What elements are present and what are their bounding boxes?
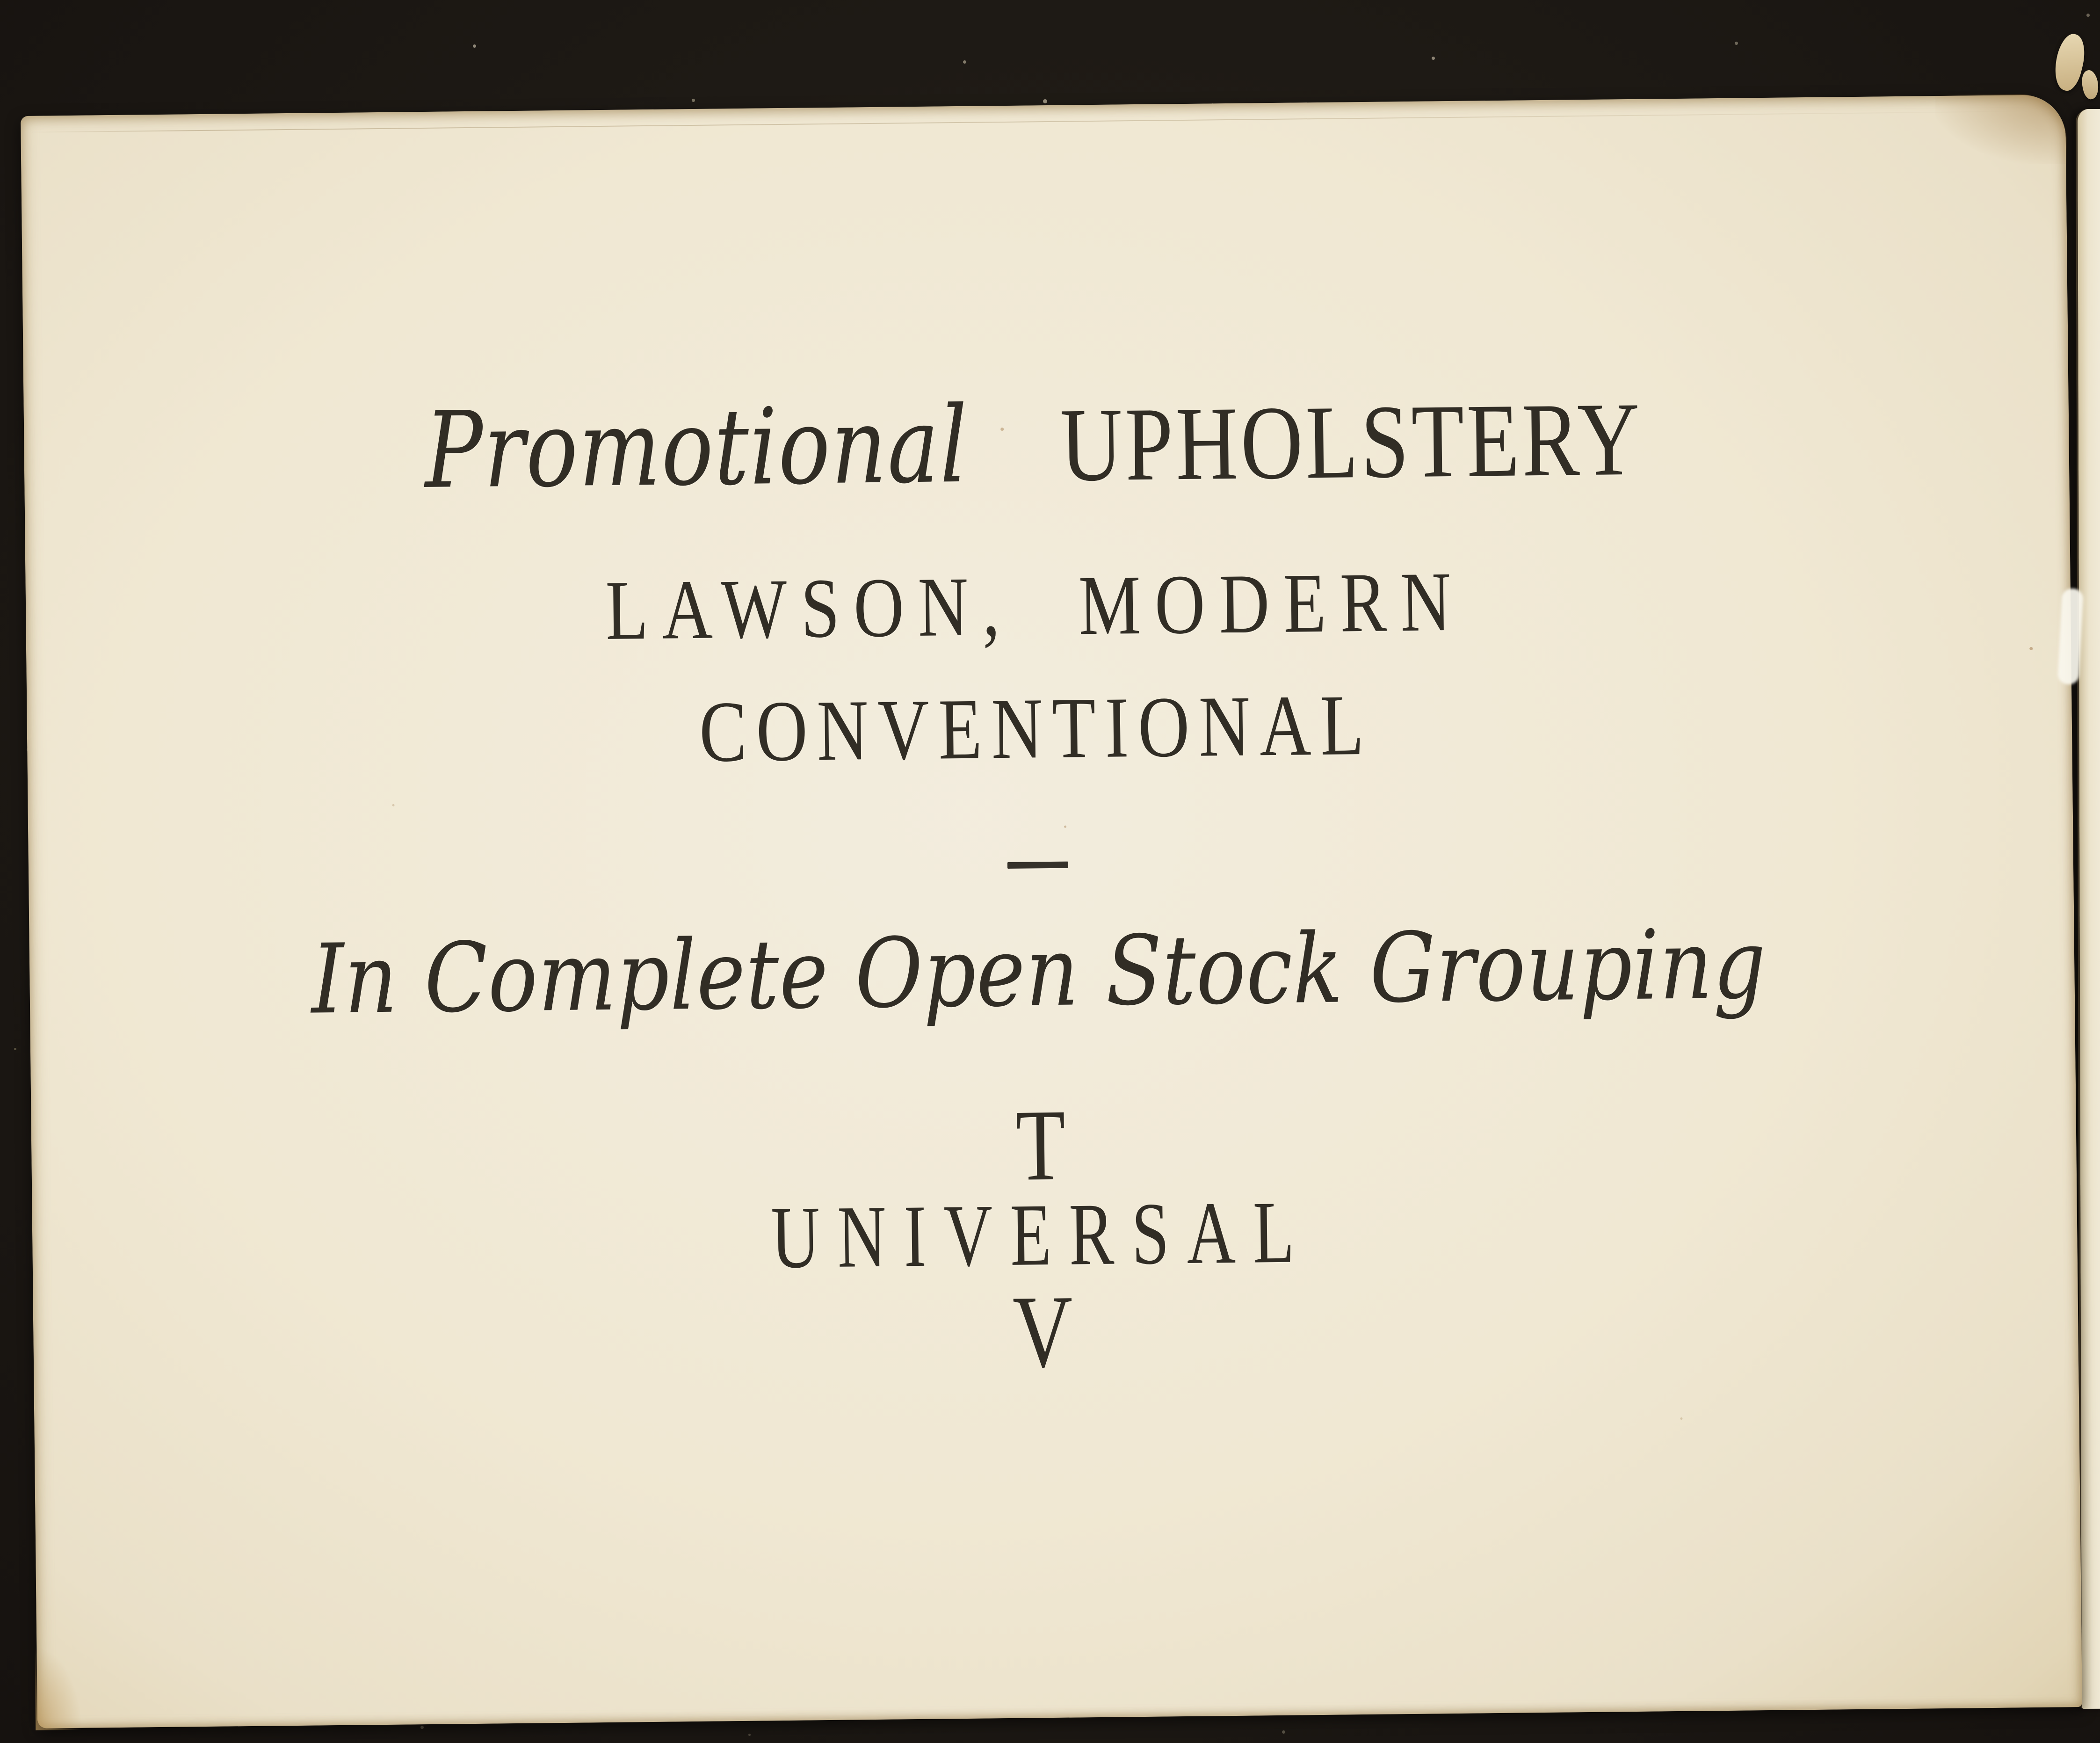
dash-rule (1007, 862, 1068, 869)
title-line (10, 380, 2056, 512)
logo-wordmark-universal: UNIVERSAL (771, 1183, 1313, 1287)
catalog-title-page (21, 94, 2082, 1728)
style-line-lawson-modern: LAWSON, MODERN (605, 554, 1465, 658)
style-line-conventional: CONVENTIONAL (699, 676, 1374, 780)
logo-letter-bottom: V (1012, 1274, 1073, 1390)
tagline-line: In Complete Open Stock Grouping (311, 909, 1767, 1036)
title-script-word: Promotional (424, 384, 969, 512)
printed-text-block (7, 94, 2069, 1728)
dust-specks (0, 0, 2, 2)
logo-letter-top: T (1015, 1089, 1066, 1202)
torn-paper-fragment-small (2079, 69, 2100, 101)
title-caps-word: UPHOLSTERY (1059, 380, 1643, 503)
divider-dash (15, 851, 2060, 881)
